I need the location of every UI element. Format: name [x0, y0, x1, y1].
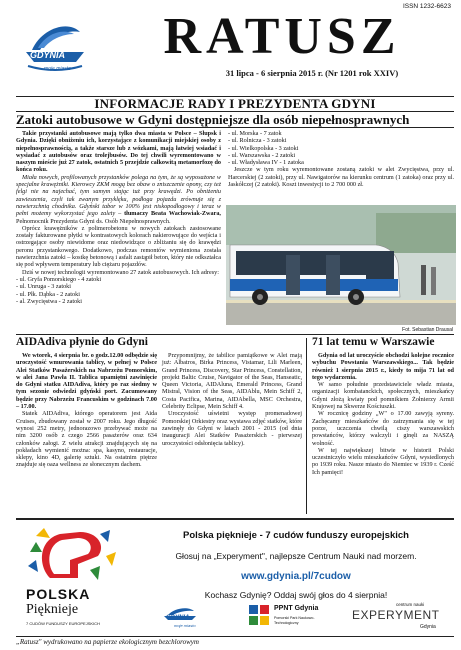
gdynia-sponsor-slogan: moje miasto — [174, 623, 196, 628]
ad-headline: Polska pięknieje - 7 cudów funduszy europejskich — [183, 530, 409, 541]
ppnt-subtitle: Pomorski Park Naukowo-Technologiczny — [274, 616, 315, 625]
list-item: - ul. Unruga - 3 zatoki — [16, 283, 71, 291]
column-divider — [306, 338, 307, 514]
logo-text: GDYNIA — [30, 50, 66, 60]
divider — [16, 127, 454, 128]
article3-paragraph: W samo południe przedstawiciele władz miasta, organizacji kombatanckich, społecznych, mieszkańcy Gdyni złożą kwiaty pod pomnikiem Żołnierzy Armii Krajowej na Skwerze Kościuszki. — [312, 381, 454, 411]
article3-column — [312, 352, 454, 476]
article1-headline: Zatoki autobusowe w Gdyni dostępniejsze dla osób niepełnosprawnych — [16, 112, 410, 127]
article1-quote-author-role: Pełnomocnik Prezydenta Gdyni ds. Osób Niepełnosprawnych. — [16, 217, 171, 225]
polska-title: POLSKA — [26, 586, 91, 602]
footer-divider — [16, 636, 454, 637]
list-item: - ul. Wielkopolska - 3 zatoki — [228, 144, 299, 152]
section-banner: INFORMACJE RADY I PREZYDENTA GDYNI — [16, 96, 454, 112]
address-list-right — [228, 130, 454, 166]
polska-subtitle: Pięknieje — [26, 602, 79, 617]
list-item: - al. Zwycięstwa - 2 zatoki — [16, 297, 82, 305]
gdynia-sponsor-text: GDYNIA — [166, 615, 190, 621]
article1-quote-author: tłumaczy Beata Wachowiak-Zwara, — [124, 210, 221, 218]
experyment-city: Gdynia — [420, 624, 436, 630]
experyment-logo — [350, 602, 450, 634]
list-item: - ul. Warszawska - 2 zatoki — [228, 151, 296, 159]
article1-lead: Takie przystanki autobusowe mają tylko dwa miasta w Polsce – Słupsk i Gdynia. Dzięki obniżeniu ich, korzystające z komunikacji miejskiej osoby z niepełnosprawnością, a także starsze lub z wózkami, mają łatwiej wsiadać i wysiadać z autobusów oraz trolejbusów. Do tej chwili wyremontowano w naszym mieście już 27 zatok, ostatnich 5 przejdzie całkowitą metamorfozę do końca roku. — [16, 130, 221, 174]
article2-paragraph: Statek AIDAdiva, którego operatorem jest Aida Cruises, zbudowany został w 2007 roku. Jego długość wynosi 252 metry, jednorazowo przebywać może na nim 3200 osób z czego 2566 pasażerów oraz 634 członków załogi. Z wielu atrakcji znajdujących się na pokładach wymienić można: spa, kasyno, restauracje, sklepy, kino 4D, galerię sztuki. Na ostatnim piętrze znajduje się oaza wellness ze słonecznym dachem. — [16, 410, 157, 469]
photo-credit: Fot. Sebastian Drausal — [402, 327, 453, 333]
list-item: - ul. Płk. Dąbka - 2 zatoki — [16, 290, 80, 298]
issue-info: 31 lipca - 6 sierpnia 2015 r. (Nr 1201 rok XXIV) — [225, 68, 399, 78]
newspaper-title: RATUSZ — [163, 8, 401, 65]
list-item: - ul. Władysława IV - 1 zatoka — [228, 159, 304, 167]
gdynia-logo — [16, 8, 94, 88]
ppnt-name: PPNT Gdynia — [274, 605, 319, 612]
experyment-prefix: centrum nauki — [396, 602, 425, 607]
polska-pieknieje-logo — [20, 526, 130, 630]
article3-lead: Gdynia od lat uroczyście obchodzi kolejne rocznice wybuchu Powstania Warszawskiego... Tak będzie również 1 sierpnia 2015 r., kiedy to mija 71 lat od tego wydarzenia. — [312, 352, 454, 381]
address-list-left — [16, 276, 221, 305]
article1-right-column — [228, 130, 454, 188]
article3-paragraph: W rocznicę godziny „W" o 17.00 zawyją syreny. Zachęcamy mieszkańców do zatrzymania się w tej porze, uczczenia chwilą ciszy warszawskich powstańców, którzy walczyli i ginęli za NASZĄ wolność. — [312, 410, 454, 447]
ppnt-logo — [248, 604, 338, 634]
gdynia-sponsor-logo — [160, 606, 220, 634]
article2-paragraph: Uroczystość uświetni występ promenadowej Pomorskiej Orkiestry oraz wystawa zdjęć statków, które zawinęły do Gdyni w latach 2001 - 2015 (od dnia inauguracji Alei Statków Pasażerskich - pierwszej uroczystości odsłonięcia tablicy). — [162, 410, 302, 447]
article3-headline: 71 lat temu w Warszawie — [312, 336, 435, 348]
article1-left-column — [16, 130, 221, 305]
list-item: - ul. Gryfa Pomorskiego - 4 zatoki — [16, 275, 102, 283]
list-item: - ul. Rolnicza - 3 zatoki — [228, 137, 287, 145]
ad-url-link[interactable]: www.gdynia.pl/7cudow — [241, 571, 351, 582]
article2-column-1 — [16, 352, 157, 469]
article2-headline: AIDAdiva płynie do Gdyni — [16, 336, 148, 348]
article1-quote: Miała nowych, profilowanych przystanków polega na tym, że są wyposażone w specjalne krawężniki. Kierowcy ZKM mogą bez obaw o zniszczenie opony, czy też felgi nie na najechać, tym samym stając tuż przy krawędzi. Po obniżeniu zawieszenia, czyli tak zwanym przyklęku, podłoga pojazdu zrównuje się z nawierzchnią chodnika. Gdyński tabor w 100% jest niskopodłogowy i teraz w pełni możemy wykorzystać jego zalety – — [16, 173, 221, 218]
article1-paragraph: Jeszcze w tym roku wyremontowane zostaną zatoki w alei Zwycięstwa, przy ul. Harcerskiej (2 zatoki), przy ul. Nawigatorów na kierunku centrum (1 zatoka) oraz przy ul. Jaskółczej (2 zatoki). Koszt inwestycji to 2 700 000 zł. — [228, 166, 454, 189]
bus-photo — [226, 205, 456, 325]
ad-call-to-action: Kochasz Gdynię? Oddaj swój głos do 4 sierpnia! — [204, 590, 388, 600]
footer-note: „Ratusz" wydrukowano na papierze ekologicznym bezchlorowym — [16, 638, 199, 646]
experyment-name: EXPERYMENT — [352, 608, 440, 622]
article2-paragraph: Przypomnijmy, że tabilice pamiątkowe w Alei mają już: Albatros, Birka Princess, Vistamar, Lili Marleen, Grand Princess, Discovery, Star Princess, Constellation, projekt Baltic Cruise, Navigator of the Seas, Hanseatic, Queen Victoria, AIDAluna, Emerald Princess, Grand Mistral, Vision of the Seas, AIDAblu, Mein Schiff 2, Costa Pacifica, Marina, AIDAbella, MSC Orchestra, Celebrity Eclipse, Mein Schiff 4. — [162, 352, 302, 411]
article2-lead: We wtorek, 4 sierpnia br. o godz.12.00 odbędzie się uroczystość wmurowania tablicy, w pełnej w Polsce Alei Statków Pasażerskich na Nabrzeżu Pomorskim, w alei Jana Pawła II. Tablica upamiętni zawinięcie do Gdyni statku AIDAdiva, który po raz siedmy w tym sezonie odwiedzi gdyński port. Zacumowany będzie przy Nabrzeżu Francuskim w godzinach 7.00 – 17.00. — [16, 352, 157, 411]
issn-number: ISSN 1232-6623 — [402, 3, 451, 10]
polska-tagline: 7 CUDÓW FUNDUSZY EUROPEJSKICH — [26, 621, 100, 626]
divider — [16, 334, 454, 335]
ad-vote-text: Głosuj na „Experyment", najlepsze Centrum Nauki nad morzem. — [175, 551, 417, 561]
article1-paragraph: Oprócz krawężników z polimerobetonu w nowych zatokach zastosowane zostały fakturowane płytki w kontrastowych kolorach nakierowujące do wejścia i ostrzegające osoby niewidome oraz niedowidzące o zbliżaniu się do krawędzi peronu przystankowego. Dodatkowo, podczas remontów wymieniona została nawierzchnia zatoki – kostkę betonową i asfalt zastąpił beton, który nie odkształca się pod wpływem temperatury lub ciężaru pojazdów. — [16, 224, 221, 269]
article3-paragraph: W tej największej bitwie w historii Polski uczestniczyło wielu mieszkańców Gdyni, wysiedlonych po 1939 roku. Nasze miasto do Niemiec w 1939 r. Cześć Ich pamięci! — [312, 446, 454, 476]
article2-column-2 — [162, 352, 302, 447]
logo-slogan: moje miasto — [44, 66, 71, 72]
list-item: - ul. Morska - 7 zatok — [228, 130, 282, 137]
ad-border — [16, 518, 454, 520]
article1-paragraph: Dziś w nowej technologii wyremontowano 27 zatok autobusowych. Ich adresy: — [22, 268, 219, 276]
